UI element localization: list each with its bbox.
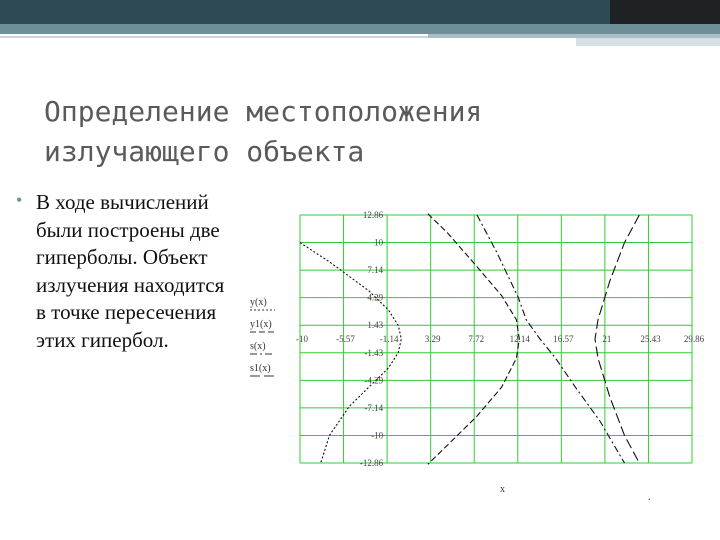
chart-legend	[250, 297, 275, 376]
y-tick-label: -12.86	[359, 458, 384, 468]
x-tick-label: -1.14	[379, 334, 399, 344]
y-tick-label: 10	[374, 237, 384, 248]
chart-grid	[300, 215, 692, 463]
y-tick-label: 4.29	[367, 292, 384, 303]
x-tick-label: 16.57	[553, 334, 574, 344]
y-tick-label: -1.43	[364, 347, 384, 358]
y-tick-label: -7.14	[364, 402, 384, 413]
x-tick-label: 29.86	[683, 334, 705, 344]
y-tick-label: 7.14	[367, 265, 384, 276]
legend-label: y1(x)	[250, 319, 272, 330]
legend-label: y(x)	[250, 297, 267, 308]
x-tick-label: -10	[296, 334, 308, 344]
x-tick-label: 25.43	[640, 334, 661, 344]
y-tick-label: -10	[371, 430, 384, 441]
x-tick-labels	[296, 334, 705, 344]
y-tick-label: 1.43	[367, 320, 384, 331]
legend-label: s(x)	[250, 341, 266, 352]
legend-label: s1(x)	[250, 363, 271, 374]
x-axis-label: x	[500, 484, 505, 495]
y-tick-label: -4.29	[364, 375, 384, 386]
slide-title-line-2: излучающего объекта	[44, 135, 365, 168]
slide-title-line-1: Определение местоположения	[44, 95, 483, 128]
x-tick-label: 12.14	[509, 334, 530, 344]
y-tick-label: 12.86	[362, 210, 384, 220]
x-tick-label: 7.72	[468, 334, 485, 344]
bullet-icon: •	[16, 190, 23, 210]
corner-dot: .	[648, 492, 651, 503]
x-tick-label: -5.57	[336, 334, 355, 344]
bullet-text: В ходе вычислений были построены две гиперболы. Объект излучения находится в точке пересечения этих гипербол.	[36, 190, 225, 352]
x-tick-label: 3.29	[424, 334, 441, 344]
x-tick-label: 21	[602, 334, 612, 344]
